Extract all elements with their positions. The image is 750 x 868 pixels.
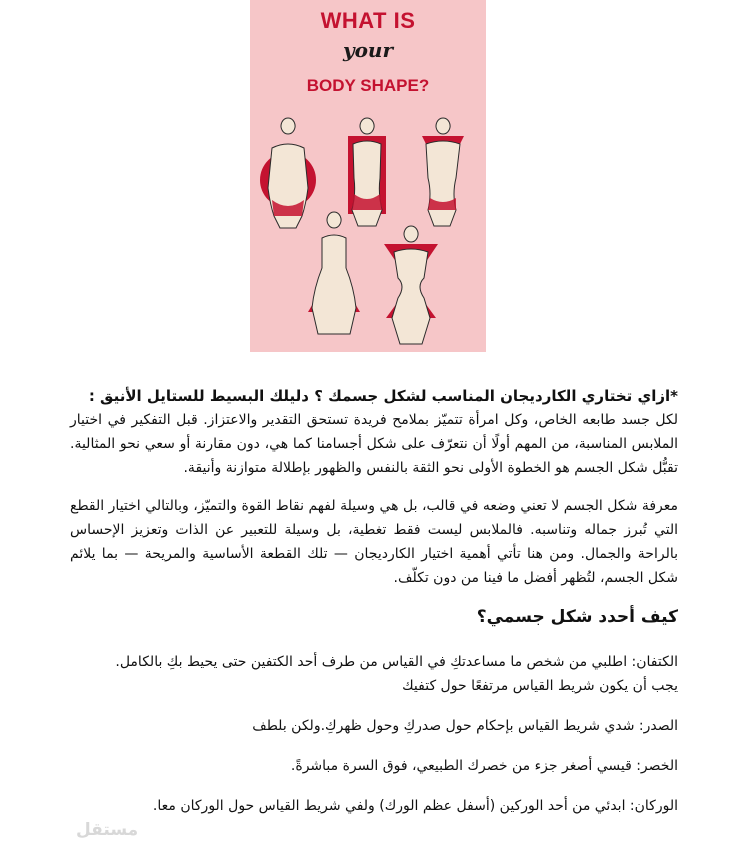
shoulders-measure-line-1: الكتفان: اطلبي من شخص ما مساعدتكِ في القياس من طرف أحد الكتفين حتى يحيط بكِ بالكامل. [115, 654, 678, 670]
intro-paragraph: لكل جسد طابعه الخاص، وكل امرأة تتميّز بملامح فريدة تستحق التقدير والاعتزاز. قبل التفكير في اختيار الملابس المناسبة، من المهم أولًا أن نتعرّف على شكل أجسامنا كما هي، دون مقارنة أو سعي نحو المثالية. تقبُّل شكل الجسم هو الخطوة الأولى نحو الثقة بالنفس والظهور بإطلالة متوازنة وأنيقة. [70, 412, 678, 476]
poster-title-bottom: BODY SHAPE? [306, 76, 430, 95]
poster-title-top: WHAT IS [320, 8, 416, 33]
waist-measure: الخصر: قيسي أصغر جزء من خصرك الطبيعي، فوق السرة مباشرةً. [290, 758, 678, 774]
figure-hourglass [384, 226, 438, 344]
figure-inverted-triangle [422, 118, 464, 226]
article-body [70, 384, 678, 818]
article-heading: *ازاي تختاري الكارديجان المناسب لشكل جسمك ؟ دليلك البسيط للستايل الأنيق : [88, 387, 678, 405]
section-heading: كيف أحدد شكل جسمي؟ [476, 607, 678, 627]
body-shape-paragraph: معرفة شكل الجسم لا تعني وضعه في قالب، بل هي وسيلة لفهم نقاط القوة والتميّز، وبالتالي اختيار القطع التي تُبرز جماله وتناسبه. فالملابس ليست فقط تغطية، بل وسيلة للتعبير عن الذات وتعزيز الإحساس بالراحة والجمال. ومن هنا تأتي أهمية اختيار الكارديجان — تلك القطعة الأساسية والمريحة — بما يلائم شكل الجسم، لتُظهر أفضل ما فينا من دون تكلّف. [70, 498, 678, 586]
hips-measure: الوركان: ابدئي من أحد الوركين (أسفل عظم الورك) ولفي شريط القياس حول الوركان معا. [152, 798, 678, 814]
shoulders-measure-line-2: يجب أن يكون شريط القياس مرتفعًا حول كتفيك [402, 678, 678, 694]
body-shape-poster [250, 0, 486, 352]
chest-measure: الصدر: شدي شريط القياس بإحكام حول صدركِ وحول ظهركِ.ولكن بلطف [252, 718, 678, 734]
body-shape-figures [250, 108, 486, 352]
figure-apple [260, 118, 316, 228]
poster-title-script: your [342, 38, 394, 62]
figure-pear [308, 212, 360, 334]
watermark-logo: مستقل [76, 820, 139, 840]
figure-rectangle [348, 118, 386, 226]
